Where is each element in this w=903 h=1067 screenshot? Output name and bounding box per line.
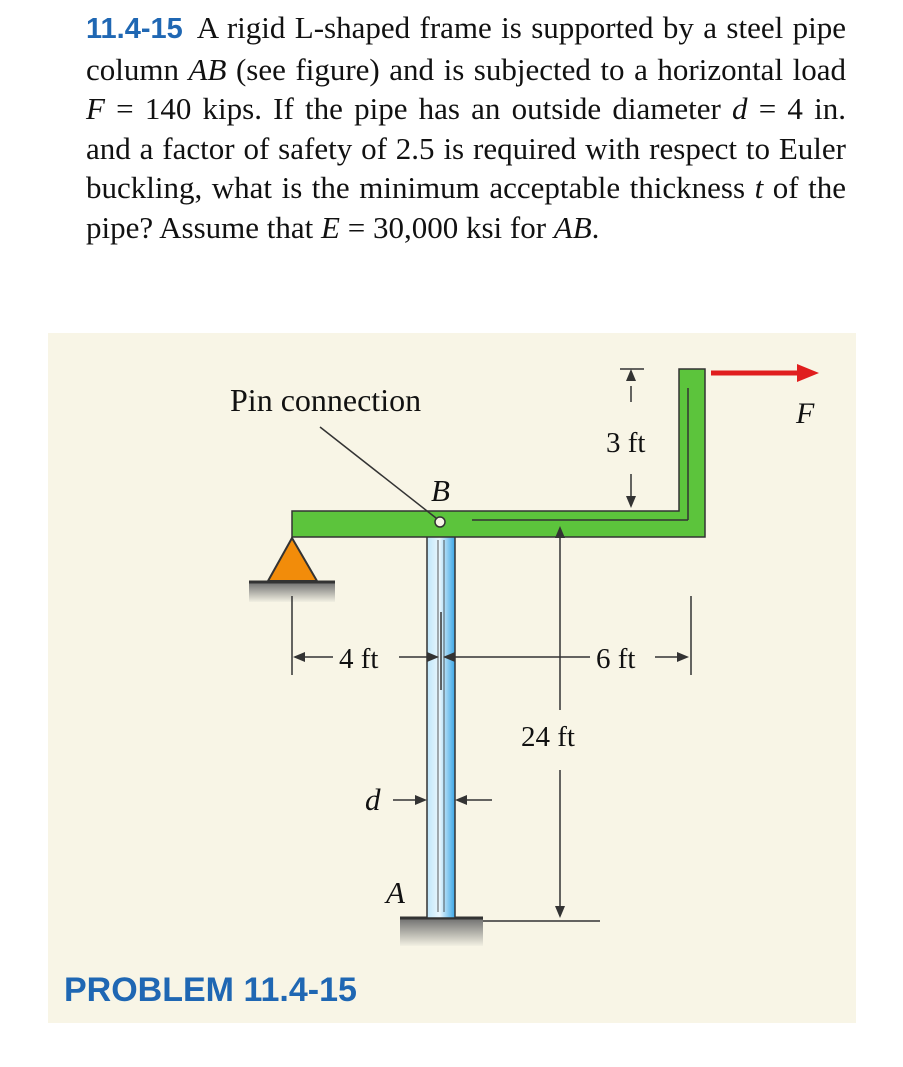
math-symbol: AB bbox=[553, 209, 592, 245]
dim-4ft-label: 4 ft bbox=[339, 643, 379, 675]
frame-figure bbox=[48, 333, 856, 1023]
point-b-label: B bbox=[431, 473, 450, 508]
text-segment: = 4 in. and a factor of safety of 2.5 is required with respect to Euler buckling, what is the minimum acceptable thickness bbox=[86, 91, 846, 205]
problem-number: 11.4-15 bbox=[86, 13, 183, 45]
base-ground bbox=[400, 918, 483, 946]
figure-caption: PROBLEM 11.4-15 bbox=[64, 971, 357, 1009]
dim-d-left-arrow bbox=[415, 795, 427, 805]
pipe-column bbox=[427, 536, 455, 918]
dim-6ft-label: 6 ft bbox=[596, 643, 636, 675]
diameter-d-label: d bbox=[365, 782, 381, 817]
dim-3ft-bottom-arrow bbox=[626, 496, 636, 508]
dim-3ft-top-arrow bbox=[626, 369, 636, 381]
problem-body bbox=[86, 10, 846, 245]
problem-statement bbox=[86, 8, 846, 247]
text-segment: = 140 kips. If the pipe has an outside diameter bbox=[104, 91, 733, 126]
text-segment: (see figure) and is subjected to a horizontal load bbox=[226, 51, 846, 87]
pin-connection-label: Pin connection bbox=[230, 382, 422, 418]
pin-leader-line bbox=[320, 427, 436, 518]
pin-b bbox=[435, 517, 445, 527]
text-segment: of the pipe? Assume that bbox=[86, 170, 846, 245]
dim-3ft-label: 3 ft bbox=[606, 427, 646, 459]
dim-d-right-arrow bbox=[455, 795, 467, 805]
math-symbol: F bbox=[86, 91, 105, 126]
figure-panel bbox=[48, 333, 856, 1023]
math-symbol: AB bbox=[188, 51, 227, 87]
dim-4ft-left-arrow bbox=[293, 652, 305, 662]
dim-24ft-label: 24 ft bbox=[521, 721, 575, 753]
dim-6ft-right-arrow bbox=[677, 652, 689, 662]
text-segment: = 30,000 ksi for bbox=[339, 209, 554, 245]
pin-support bbox=[268, 538, 317, 581]
math-symbol: d bbox=[732, 91, 748, 126]
math-symbol: E bbox=[321, 209, 340, 245]
text-segment: . bbox=[591, 209, 600, 245]
math-symbol: t bbox=[754, 170, 764, 205]
dim-24ft-bottom-arrow bbox=[555, 906, 565, 918]
load-arrowhead bbox=[797, 364, 819, 382]
point-a-label: A bbox=[386, 875, 405, 910]
text-segment: A rigid L-shaped frame is supported by a steel pipe column bbox=[86, 10, 846, 87]
load-f-label: F bbox=[796, 397, 815, 430]
